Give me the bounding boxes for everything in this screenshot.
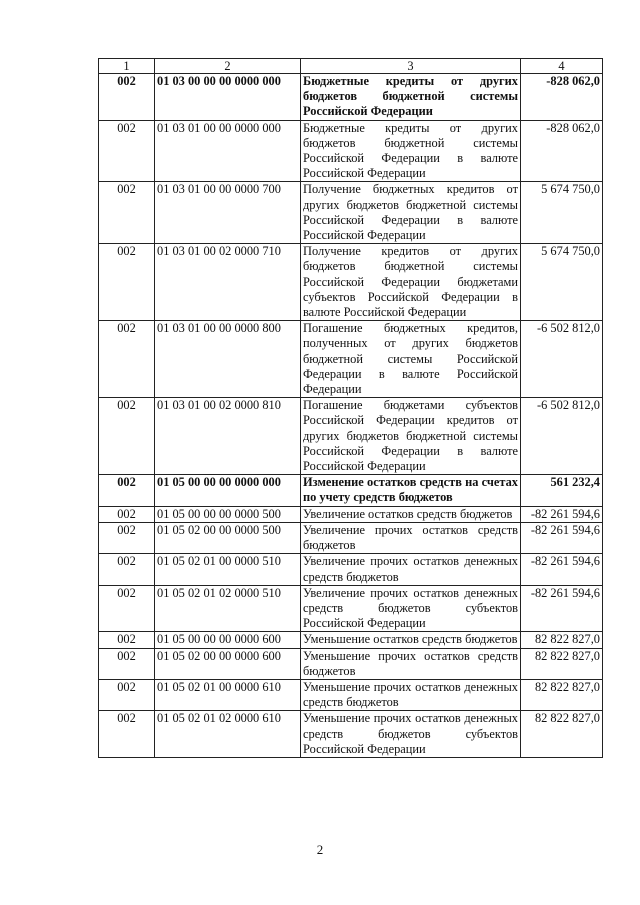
table-row — [99, 506, 603, 522]
amount-cell-text: -828 062,0 — [546, 74, 600, 88]
admin-code-cell — [99, 522, 155, 553]
amount-cell-text: -6 502 812,0 — [537, 321, 600, 336]
amount-cell-text: 561 232,4 — [550, 475, 600, 490]
budget-code-cell-text: 01 05 02 00 00 0000 600 — [157, 648, 281, 663]
budget-code-cell — [155, 321, 301, 398]
table-row — [99, 554, 603, 585]
budget-code-cell — [155, 74, 301, 121]
budget-code-cell — [155, 506, 301, 522]
amount-cell — [521, 679, 603, 710]
admin-code-cell-text: 002 — [117, 244, 136, 259]
budget-code-cell — [155, 475, 301, 506]
admin-code-cell — [99, 632, 155, 648]
table-row — [99, 398, 603, 475]
source-name-cell-text: Погашение бюджетных кредитов, полученных от других бюджетов бюджетной системы Российской Федерации в валюте Российской Федерации — [303, 321, 518, 397]
admin-code-cell-text: 002 — [117, 120, 136, 135]
source-name-cell — [301, 244, 521, 321]
admin-code-cell-text: 002 — [117, 648, 136, 663]
admin-code-cell-text: 002 — [117, 475, 136, 490]
amount-cell — [521, 585, 603, 632]
source-name-cell-text: Изменение остатков средств на счетах по учету средств бюджетов — [303, 475, 518, 505]
admin-code-cell-text: 002 — [117, 321, 136, 336]
source-name-cell — [301, 506, 521, 522]
column-header-1: 1 — [99, 59, 155, 74]
amount-cell — [521, 475, 603, 506]
source-name-cell — [301, 648, 521, 679]
amount-cell — [521, 632, 603, 648]
source-name-cell — [301, 585, 521, 632]
amount-cell — [521, 398, 603, 475]
budget-code-cell — [155, 120, 301, 182]
table-row — [99, 711, 603, 758]
budget-code-cell-text: 01 03 01 00 02 0000 810 — [157, 398, 281, 413]
admin-code-cell-text: 002 — [117, 506, 136, 521]
budget-code-cell — [155, 648, 301, 679]
source-name-cell-text: Уменьшение прочих остатков денежных средств бюджетов субъектов Российской Федерации — [303, 711, 518, 756]
source-name-cell-text: Увеличение прочих остатков денежных средств бюджетов субъектов Российской Федерации — [303, 585, 518, 631]
source-name-cell-text: Увеличение остатков средств бюджетов — [303, 506, 513, 521]
table-row — [99, 182, 603, 244]
amount-cell — [521, 321, 603, 398]
budget-code-cell-text: 01 03 01 00 00 0000 000 — [157, 120, 281, 135]
admin-code-cell-text: 002 — [117, 74, 136, 88]
admin-code-cell — [99, 648, 155, 679]
budget-code-cell — [155, 522, 301, 553]
sources-table — [98, 58, 603, 758]
amount-cell-text: 82 822 827,0 — [534, 632, 600, 647]
admin-code-cell — [99, 585, 155, 632]
amount-cell-text: 82 822 827,0 — [534, 679, 600, 694]
admin-code-cell — [99, 74, 155, 121]
budget-code-cell-text: 01 05 02 01 02 0000 610 — [157, 711, 281, 726]
source-name-cell-text: Увеличение прочих остатков денежных средств бюджетов — [303, 554, 518, 584]
source-name-cell — [301, 632, 521, 648]
source-name-cell — [301, 398, 521, 475]
source-name-cell — [301, 74, 521, 121]
budget-code-cell-text: 01 05 02 01 02 0000 510 — [157, 585, 281, 600]
table-row — [99, 632, 603, 648]
source-name-cell-text: Уменьшение прочих остатков денежных средств бюджетов — [303, 679, 518, 710]
budget-code-cell — [155, 398, 301, 475]
table-row — [99, 648, 603, 679]
admin-code-cell — [99, 506, 155, 522]
amount-cell — [521, 648, 603, 679]
amount-cell-text: 5 674 750,0 — [541, 244, 600, 259]
table-row — [99, 120, 603, 182]
source-name-cell-text: Получение кредитов от других бюджетов бюджетной системы Российской Федерации бюджетами субъектов Российской Федерации в валюте Российской Федерации — [303, 244, 518, 320]
column-header-2: 2 — [155, 59, 301, 74]
source-name-cell — [301, 321, 521, 398]
source-name-cell-text: Получение бюджетных кредитов от других бюджетов бюджетной системы Российской Федерации в валюте Российской Федерации — [303, 182, 518, 243]
source-name-cell-text: Увеличение прочих остатков средств бюджетов — [303, 522, 518, 553]
source-name-cell-text: Бюджетные кредиты от других бюджетов бюджетной системы Российской Федерации — [303, 74, 518, 119]
page-number: 2 — [316, 842, 324, 857]
budget-code-cell-text: 01 03 00 00 00 0000 000 — [157, 74, 281, 88]
admin-code-cell — [99, 321, 155, 398]
source-name-cell-text: Погашение бюджетами субъектов Российской Федерации кредитов от других бюджетов бюджетной системы Российской Федерации в валюте Российской Федерации — [303, 398, 518, 474]
budget-code-cell-text: 01 03 01 00 00 0000 800 — [157, 321, 281, 336]
budget-code-cell — [155, 585, 301, 632]
source-name-cell-text: Уменьшение прочих остатков средств бюджетов — [303, 648, 518, 678]
amount-cell-text: 82 822 827,0 — [534, 711, 600, 726]
budget-code-cell-text: 01 05 00 00 00 0000 600 — [157, 632, 281, 647]
source-name-cell-text: Бюджетные кредиты от других бюджетов бюджетной системы Российской Федерации в валюте Российской Федерации — [303, 120, 518, 181]
source-name-cell — [301, 554, 521, 585]
admin-code-cell — [99, 711, 155, 758]
source-name-cell-text: Уменьшение остатков средств бюджетов — [303, 632, 518, 647]
amount-cell-text: 5 674 750,0 — [541, 182, 600, 197]
admin-code-cell — [99, 398, 155, 475]
amount-cell-text: -82 261 594,6 — [530, 506, 600, 521]
admin-code-cell — [99, 679, 155, 710]
admin-code-cell-text: 002 — [117, 679, 136, 694]
budget-code-cell — [155, 244, 301, 321]
source-name-cell — [301, 679, 521, 710]
budget-code-cell — [155, 632, 301, 648]
amount-cell — [521, 120, 603, 182]
budget-code-cell — [155, 554, 301, 585]
amount-cell-text: -828 062,0 — [546, 120, 600, 135]
admin-code-cell-text: 002 — [117, 632, 136, 647]
amount-cell — [521, 506, 603, 522]
column-header-4: 4 — [521, 59, 603, 74]
amount-cell-text: -82 261 594,6 — [530, 585, 600, 600]
budget-code-cell-text: 01 05 02 01 00 0000 510 — [157, 554, 281, 569]
budget-code-cell — [155, 679, 301, 710]
amount-cell — [521, 711, 603, 758]
table-row — [99, 74, 603, 121]
admin-code-cell — [99, 244, 155, 321]
admin-code-cell — [99, 475, 155, 506]
table-row — [99, 321, 603, 398]
source-name-cell — [301, 182, 521, 244]
admin-code-cell — [99, 182, 155, 244]
amount-cell-text: -82 261 594,6 — [530, 554, 600, 569]
admin-code-cell-text: 002 — [117, 711, 136, 726]
amount-cell — [521, 182, 603, 244]
table-row — [99, 244, 603, 321]
budget-code-cell-text: 01 05 00 00 00 0000 500 — [157, 506, 281, 521]
header-row — [99, 59, 603, 74]
admin-code-cell-text: 002 — [117, 398, 136, 413]
amount-cell — [521, 522, 603, 553]
budget-code-cell-text: 01 05 02 00 00 0000 500 — [157, 522, 281, 537]
table-row — [99, 585, 603, 632]
admin-code-cell-text: 002 — [117, 585, 136, 600]
source-name-cell — [301, 475, 521, 506]
budget-code-cell-text: 01 05 00 00 00 0000 000 — [157, 475, 281, 490]
amount-cell — [521, 244, 603, 321]
admin-code-cell — [99, 120, 155, 182]
table-body — [99, 74, 603, 758]
budget-code-cell-text: 01 03 01 00 00 0000 700 — [157, 182, 281, 197]
admin-code-cell-text: 002 — [117, 522, 136, 537]
table-row — [99, 475, 603, 506]
table-row — [99, 522, 603, 553]
column-header-3: 3 — [301, 59, 521, 74]
budget-code-cell-text: 01 03 01 00 02 0000 710 — [157, 244, 281, 259]
amount-cell — [521, 74, 603, 121]
amount-cell — [521, 554, 603, 585]
budget-code-cell-text: 01 05 02 01 00 0000 610 — [157, 679, 281, 694]
table-row — [99, 679, 603, 710]
source-name-cell — [301, 711, 521, 758]
admin-code-cell — [99, 554, 155, 585]
amount-cell-text: -6 502 812,0 — [537, 398, 600, 413]
amount-cell-text: -82 261 594,6 — [530, 522, 600, 537]
admin-code-cell-text: 002 — [117, 554, 136, 569]
amount-cell-text: 82 822 827,0 — [534, 648, 600, 663]
budget-code-cell — [155, 711, 301, 758]
source-name-cell — [301, 120, 521, 182]
admin-code-cell-text: 002 — [117, 182, 136, 197]
source-name-cell — [301, 522, 521, 553]
budget-code-cell — [155, 182, 301, 244]
